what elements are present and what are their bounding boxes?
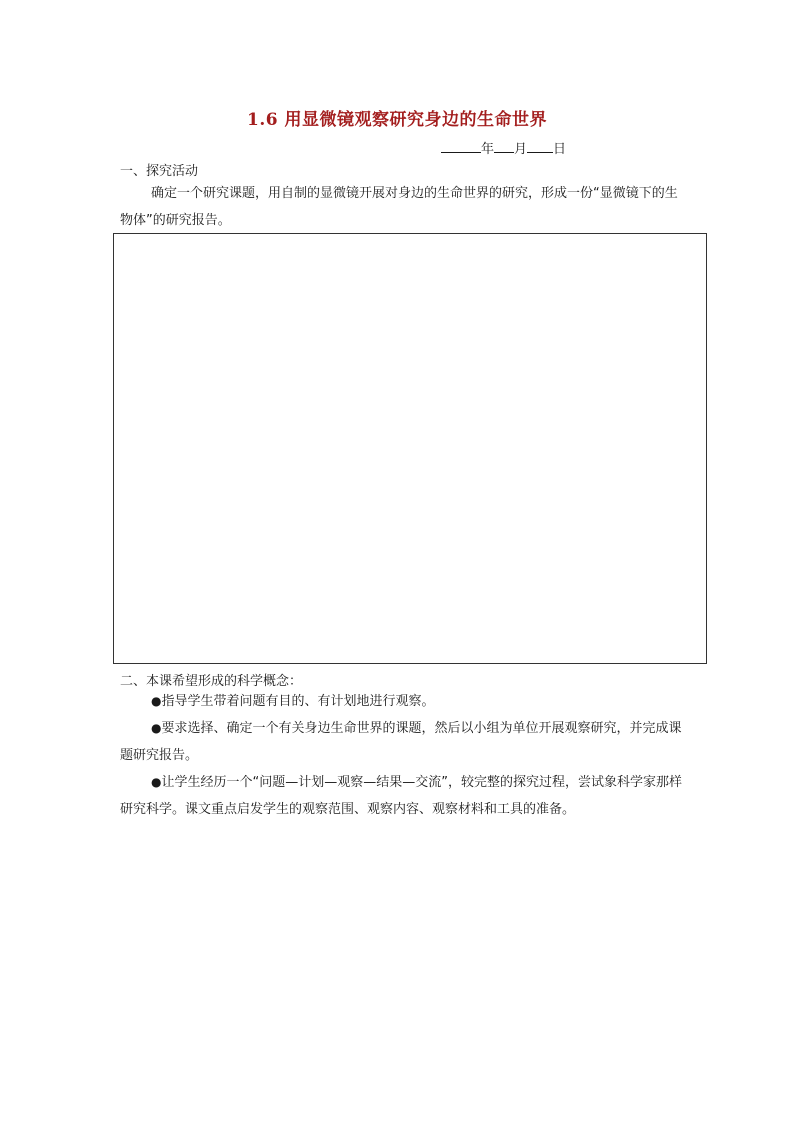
- answer-box[interactable]: [113, 233, 707, 664]
- year-label: 年: [481, 142, 495, 157]
- concept-item-2: [120, 715, 688, 769]
- section2-heading: 二、本课希望形成的科学概念：: [120, 674, 303, 689]
- concept-item-text: 指导学生带着问题有目的、有计划地进行观察。: [161, 694, 435, 709]
- month-blank[interactable]: [494, 139, 514, 153]
- month-label: 月: [514, 142, 528, 157]
- day-label: 日: [553, 142, 567, 157]
- concept-item-3: [120, 769, 688, 823]
- bullet-icon: ●: [151, 694, 162, 708]
- date-line: [441, 138, 566, 157]
- section1-heading: 一、探究活动: [120, 164, 199, 179]
- concept-item-1: [120, 688, 688, 715]
- bullet-icon: ●: [151, 775, 162, 789]
- page-title: 1.6 用显微镜观察研究身边的生命世界: [247, 110, 547, 130]
- year-blank[interactable]: [441, 139, 481, 153]
- concept-item-text: 要求选择、确定一个有关身边生命世界的课题，然后以小组为单位开展观察研究，并完成课题研究报告。: [120, 721, 682, 763]
- day-blank[interactable]: [527, 139, 553, 153]
- section1-body: 确定一个研究课题，用自制的显微镜开展对身边的生命世界的研究，形成一份“显微镜下的生物体”的研究报告。: [120, 186, 678, 228]
- concept-item-text: 让学生经历一个“问题—计划—观察—结果—交流”，较完整的探究过程，尝试象科学家那样研究科学。课文重点启发学生的观察范围、观察内容、观察材料和工具的准备。: [120, 775, 682, 817]
- bullet-icon: ●: [151, 721, 162, 735]
